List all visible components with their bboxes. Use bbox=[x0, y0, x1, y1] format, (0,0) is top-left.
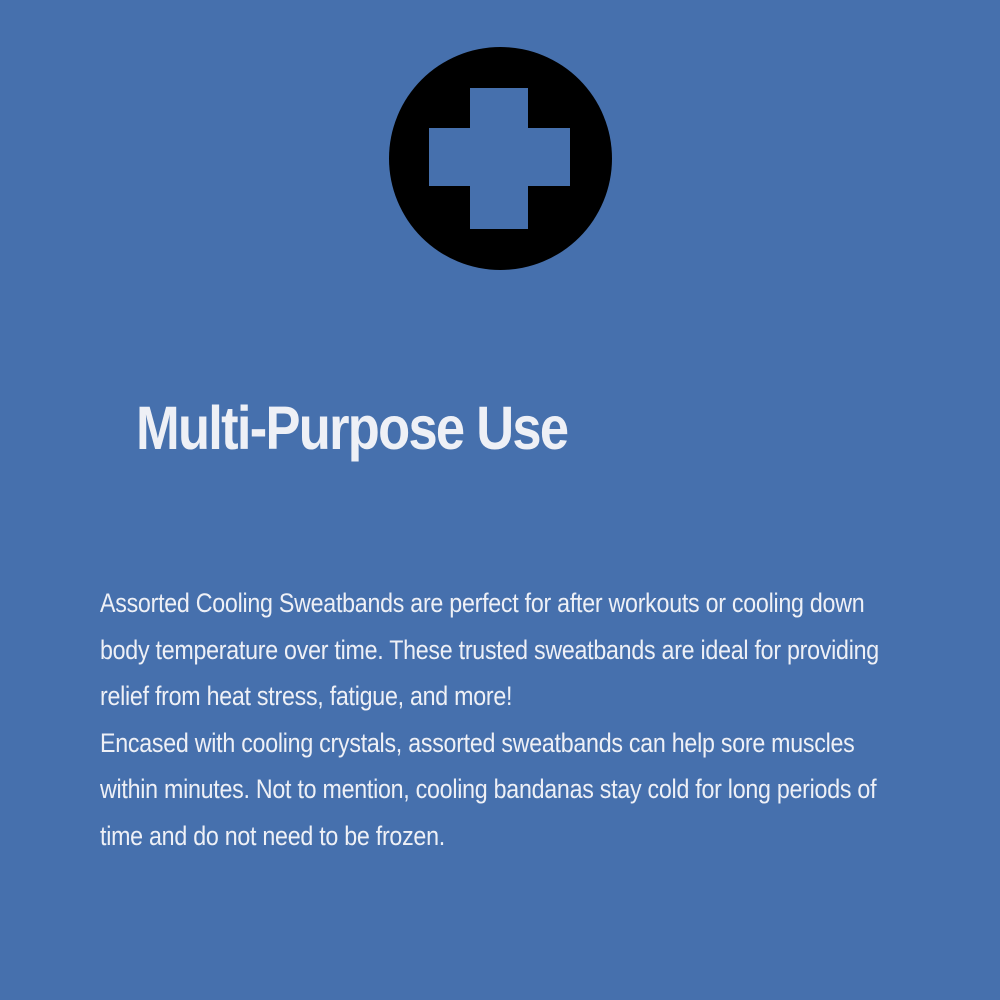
plus-circle-icon-graphic bbox=[389, 47, 612, 270]
page-title: Multi-Purpose Use bbox=[136, 394, 568, 462]
description-paragraph-2: Encased with cooling crystals, assorted sweatbands can help sore muscles within minutes. Not to mention, cooling bandanas stay cold for long periods of time and do not need to be frozen. bbox=[100, 727, 877, 851]
description-paragraph-1: Assorted Cooling Sweatbands are perfect for after workouts or cooling down body temperature over time. These trusted sweatbands are ideal for providing relief from heat stress, fatigue, and more! bbox=[100, 588, 879, 711]
plus-circle-icon bbox=[389, 47, 612, 270]
description bbox=[100, 580, 891, 859]
